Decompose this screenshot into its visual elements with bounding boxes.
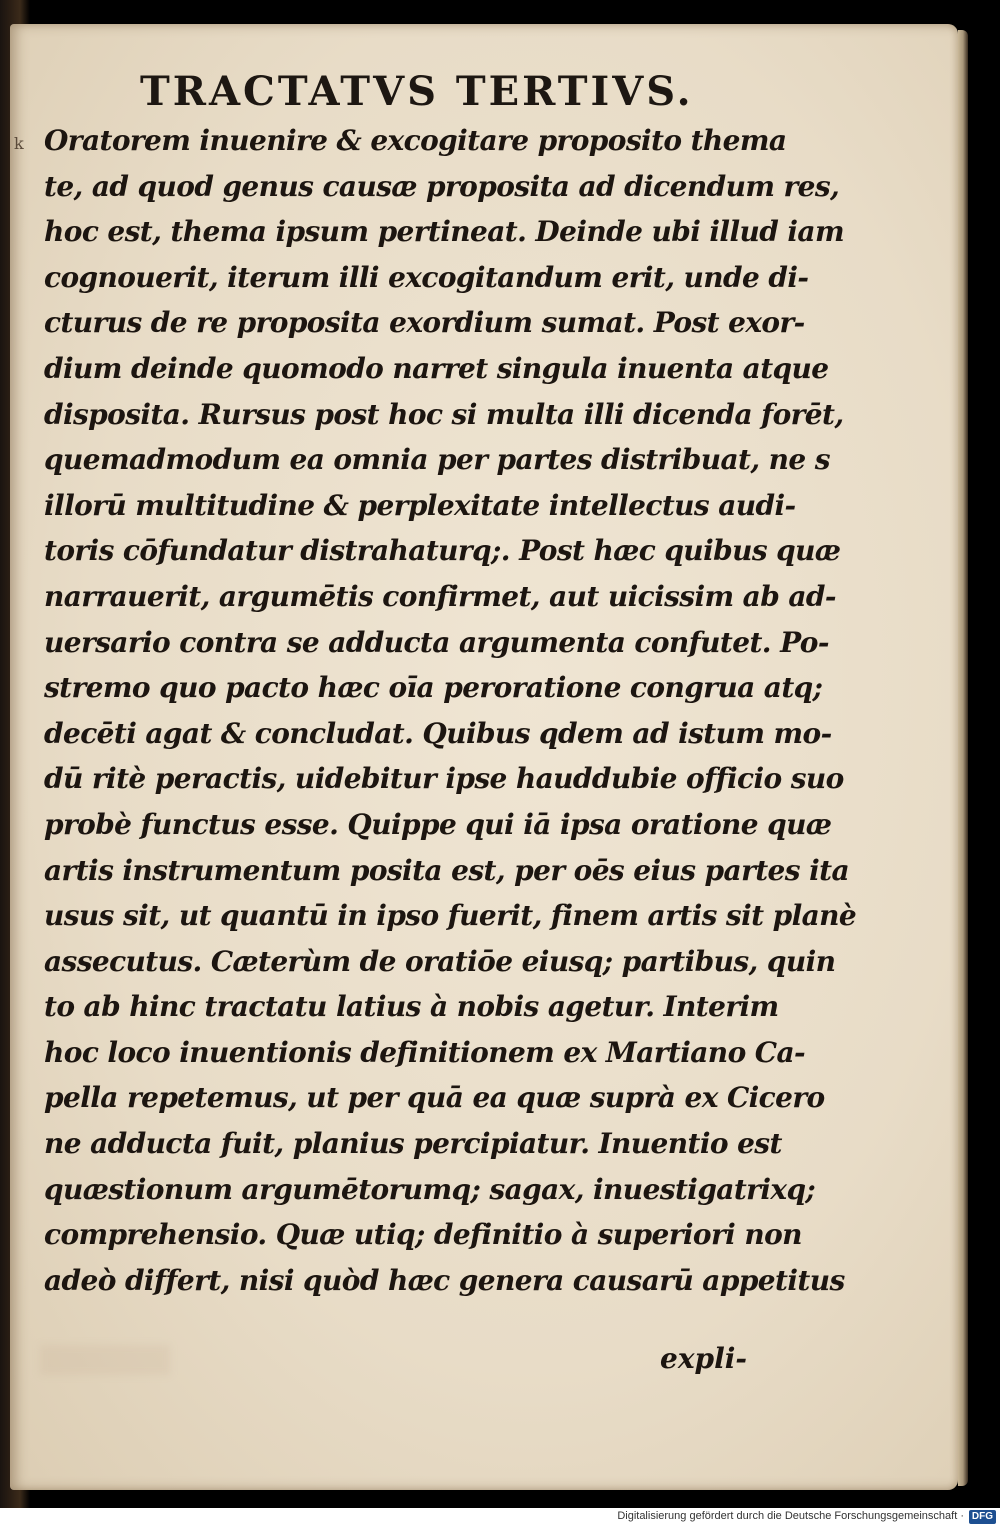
text-line: Oratorem inuenire & excogitare proposito thema: [44, 124, 787, 157]
footer-credit: Digitalisierung gefördert durch die Deutsche Forschungsgemeinschaft ·: [617, 1510, 964, 1522]
text-line: stremo quo pacto hæc oīa peroratione congrua atq;: [44, 671, 823, 705]
text-line: uersario contra se adducta argumenta confutet. Po-: [44, 625, 829, 659]
text-line: artis instrumentum posita est, per oēs eius partes ita: [44, 853, 849, 887]
text-line: cturus de re proposita exordium sumat. Post exor-: [44, 306, 805, 340]
ink-bleed: [40, 1345, 170, 1375]
footer-bar: [0, 1508, 1000, 1527]
text-line: illorū multitudine & perplexitate intellectus audi-: [44, 488, 796, 522]
text-line: to ab hinc tractatu latius à nobis agetur. Interim: [44, 990, 779, 1024]
dfg-logo-icon: DFG: [969, 1510, 996, 1524]
body-text: [44, 118, 857, 1303]
margin-mark: k: [14, 134, 24, 153]
text-line: pella repetemus, ut per quā ea quæ suprà ex Cicero: [44, 1081, 825, 1115]
text-line: toris cōfundatur distrahaturq;. Post hæc quibus quæ: [44, 534, 841, 568]
text-line: te, ad quod genus causæ proposita ad dicendum res,: [44, 169, 840, 203]
text-line: dū ritè peractis, uidebitur ipse hauddubie officio suo: [44, 762, 844, 796]
text-line: quemadmodum ea omnia per partes distribuat, ne s: [44, 443, 830, 477]
catchword: expli-: [660, 1342, 747, 1375]
text-line: usus sit, ut quantū in ipso fuerit, finem artis sit planè: [44, 899, 857, 933]
text-line: dium deinde quomodo narret singula inuenta atque: [44, 351, 829, 385]
text-line: decēti agat & concludat. Quibus qdem ad istum mo-: [44, 716, 832, 750]
text-line: cognouerit, iterum illi excogitandum erit, unde di-: [44, 260, 809, 294]
text-line: quæstionum argumētorumq; sagax, inuestigatrixq;: [44, 1172, 816, 1206]
text-line: comprehensio. Quæ utiq; definitio à superiori non: [44, 1218, 802, 1252]
text-line: ne adducta fuit, planius percipiatur. Inuentio est: [44, 1127, 782, 1161]
text-line: hoc est, thema ipsum pertineat. Deinde ubi illud iam: [44, 215, 844, 249]
text-line: hoc loco inuentionis definitionem ex Martiano Ca-: [44, 1035, 806, 1069]
running-head: TRACTATVS TERTIVS.: [140, 68, 694, 115]
page-edge: [958, 30, 968, 1486]
text-line: narrauerit, argumētis confirmet, aut uicissim ab ad-: [44, 579, 836, 613]
text-line: probè functus esse. Quippe qui iā ipsa oratione quæ: [44, 807, 832, 841]
text-line: adeò differt, nisi quòd hæc genera causarū appetitus: [44, 1263, 845, 1297]
text-line: disposita. Rursus post hoc si multa illi dicenda forēt,: [44, 397, 844, 431]
text-line: assecutus. Cæterùm de oratiōe eiusq; partibus, quin: [44, 944, 836, 978]
